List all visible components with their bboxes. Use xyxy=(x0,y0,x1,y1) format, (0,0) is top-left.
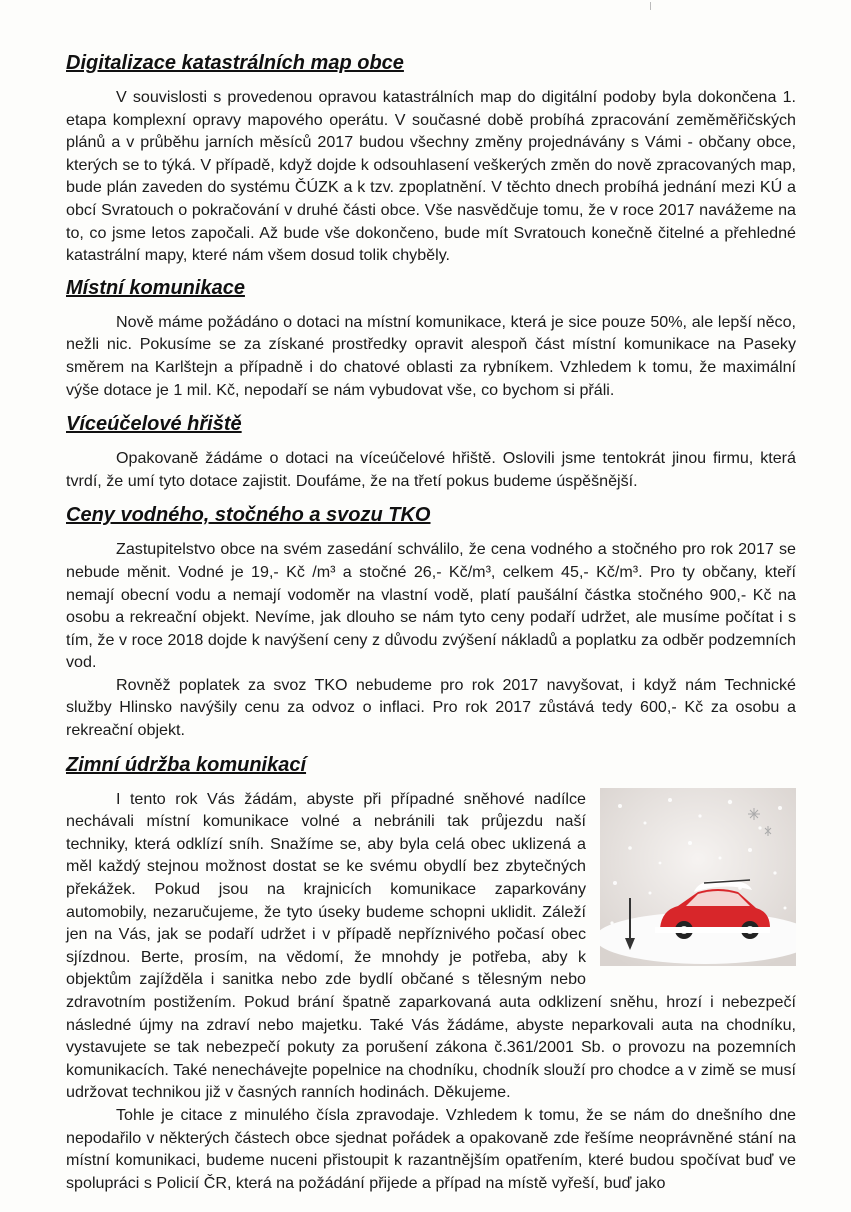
section-cadastral-maps xyxy=(66,50,796,267)
snowy-car-illustration xyxy=(600,788,796,966)
section-local-roads xyxy=(66,275,796,401)
newsletter-page xyxy=(66,50,796,1212)
heading-cadastral-maps: Digitalizace katastrálních map obce xyxy=(66,52,404,74)
paragraph-local-roads: Nově máme požádáno o dotaci na místní komunikace, která je sice pouze 50%, ale lepší něco, nežli nic. Pokusíme se za získané prostředky opravit alespoň část místní komunikace na Paseky směrem na Karlštejn a případně i do chatové oblasti za rybníkem. Vzhledem k tomu, že maximální výše dotace je 1 mil. Kč, nepodaří se nám vybudovat vše, co bychom si přáli. xyxy=(66,312,796,399)
heading-local-roads: Místní komunikace xyxy=(66,276,245,299)
scan-mark xyxy=(650,2,651,10)
paragraph-winter-request: I tento rok Vás žádám, abyste při případné sněhové nadílce nechávali místní komunikace volné a nebránili tak průjezdu naší techniky, která odklízí sníh. Snažíme se, aby byla celá obec uklizená a měl každý stejnou možnost dostat se ke svému obydlí bez zbytečných překážek. Pokud jsou na krajnicích komunikace zaparkovány automobily, nezaručujeme, že tyto úseky budeme schopni uklidit. Záleží jen na Vás, jak se podaří udržet i v případě nepříznivého počasí obec sjízdnou. Berte, prosím, na vědomí, že mnohdy je potřeba, aby k objektům zajížděla i sanitka nebo zde bydlí občané s tělesným nebo zdravotním postižením. Pokud brání špatně zaparkovaná auta odklizení sněhu, hrozí i nebezpečí následné újmy na zdraví nebo majetku. Také Vás žádáme, abyste neparkovali auta na chodníku, vystavujete se tak nebezpečí pokuty za porušení zákona č.361/2001 Sb. o provozu na pozemních komunikacích. Také nenechávejte popelnice na chodníku, chodník slouží pro chodce a v zimě se musí udržovat technikou již v časných ranních hodinách. Děkujeme. xyxy=(66,789,796,1102)
paragraph-winter-citation: Tohle je citace z minulého čísla zpravodaje. Vzhledem k tomu, že se nám do dnešního dne nepodařilo v některých částech obce sjednat pořádek a opakovaně zde řešíme neoprávněné stání na místní komunikaci, budeme nuceni přistoupit k razantnějším opatřením, které budou spočívat buď ve spolupráci s Policií ČR, která na požádání přijede a případ na místě vyřeší, buď jako xyxy=(66,1105,796,1192)
section-water-prices xyxy=(66,502,796,741)
heading-playground: Víceúčelové hřiště xyxy=(66,413,242,436)
paragraph-playground: Opakovaně žádáme o dotaci na víceúčelové hřiště. Oslovili jsme tentokrát jinou firmu, která tvrdí, že umí tyto dotace zajistit. Doufáme, že na třetí pokus budeme úspěšnější. xyxy=(66,449,796,490)
heading-winter-maintenance: Zimní údržba komunikací xyxy=(66,753,307,776)
paragraph-waste-fee: Rovněž poplatek za svoz TKO nebudeme pro rok 2017 navyšovat, i když nám Technické služby Hlinsko navýšily cenu za odvoz o inflaci. Pro rok 2017 zůstává tedy 600,- Kč za osobu a rekreační objekt. xyxy=(66,675,796,740)
paragraph-water-prices: Zastupitelstvo obce na svém zasedání schválilo, že cena vodného a stočného pro rok 2017 se nebude měnit. Vodné je 19,- Kč /m³ a stočné 26,- Kč/m³, celkem 45,- Kč/m³. Pro ty občany, kteří nemají obecní vodu a nemají vodoměr na vlastní vodě, platí paušální částka stočného 900,- Kč na osobu a rekreační objekt. Nevíme, jak dlouho se nám tyto ceny podaří udržet, ale musíme počítat i s tím, že v roce 2018 dojde k navýšení ceny z důvodu zvýšení nákladů a poplatku za odběr podzemních vod. xyxy=(66,540,796,672)
section-winter-maintenance xyxy=(66,752,796,1195)
section-playground xyxy=(66,411,796,492)
paragraph-cadastral-maps: V souvislosti s provedenou opravou katastrálních map do digitální podoby byla dokončena 1. etapa komplexní opravy mapového operátu. V současné době probíhá zpracování zeměměřičských plánů a v průběhu jarních měsíců 2017 budou všechny změny projednávány s Vámi - občany obce, kterých se to týká. V případě, když dojde k odsouhlasení veškerých změn do nově zpracovaných map, bude plán zaveden do systému ČÚZK a k tzv. zpoplatnění. V těchto dnech probíhá jednání mezi KÚ a obcí Svratouch o pokračování v druhé části obce. Vše nasvědčuje tomu, že v roce 2017 navážeme na to, co jsme letos započali. Až bude vše dokončeno, bude mít Svratouch konečně čitelné a přehledné katastrální mapy, které nám všem dosud tolik chyběly. xyxy=(66,88,796,265)
heading-water-prices: Ceny vodného, stočného a svozu TKO xyxy=(66,504,431,527)
